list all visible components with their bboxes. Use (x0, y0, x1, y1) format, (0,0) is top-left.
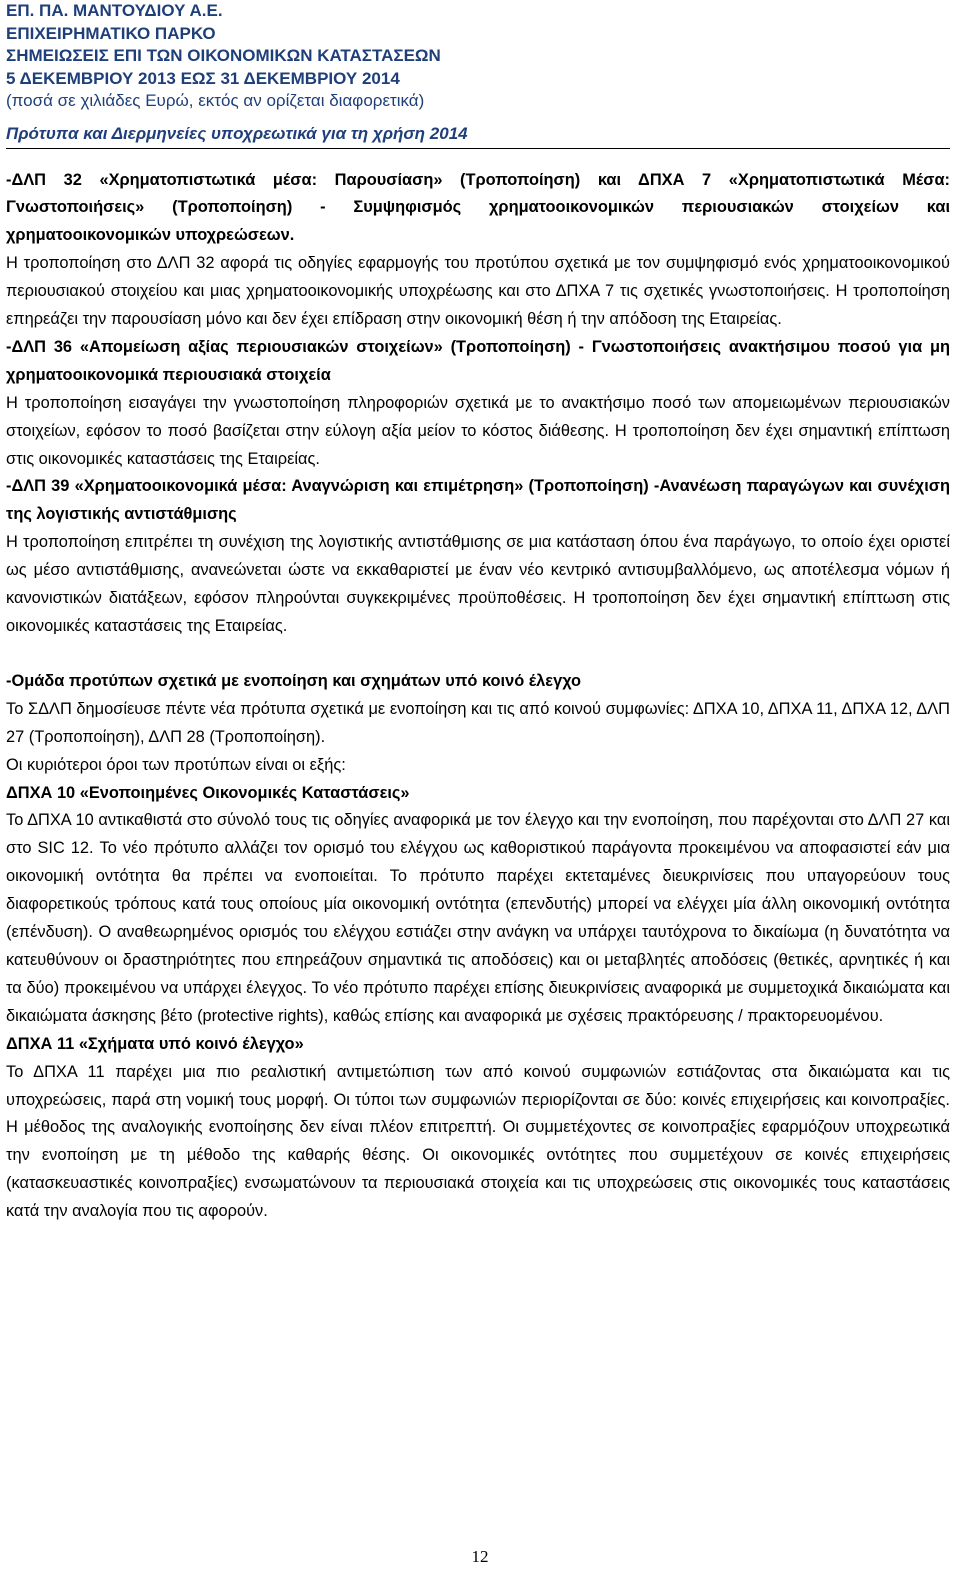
ias36-text: Η τροποποίηση εισαγάγει την γνωστοποίηση πληροφοριών σχετικά με το ανακτήσιμο ποσό των απομειωμένων περιουσιακών στοιχείων, εφόσον το ποσό βασίζεται στην εύλογη αξία μείον το κόστος διάθεσης. Η τροποποίηση δεν έχει σημαντική επίπτωση στις οικονομικές καταστάσεις της Εταιρείας. (6, 393, 950, 468)
notes-title: ΣΗΜΕΙΩΣΕΙΣ ΕΠΙ ΤΩΝ ΟΙΚΟΝΟΜΙΚΩΝ ΚΑΤΑΣΤΑΣΕΩΝ (6, 46, 441, 65)
ias39-text: Η τροποποίηση επιτρέπει τη συνέχιση της λογιστικής αντιστάθμισης σε μια κατάσταση όπου ένα παράγωγο, το οποίο έχει οριστεί ως μέσο αντιστάθμισης, ανανεώνεται ώστε να εκκαθαριστεί με έναν νέο κεντρικό αντισυμβαλλόμενο, ως αποτέλεσμα νόμων ή κανονιστικών διατάξεων, εφόσον πληρούνται συγκεκριμένες προϋποθέσεις. Η τροποποίηση δεν έχει σημαντική επίπτωση στις οικονομικές καταστάσεις της Εταιρείας. (6, 533, 950, 635)
document-page (6, 0, 950, 1226)
consolidation-group-text: Το ΣΔΛΠ δημοσίευσε πέντε νέα πρότυπα σχετικά με ενοποίηση και τις από κοινού συμφωνίες: ΔΠΧΑ 10, ΔΠΧΑ 11, ΔΠΧΑ 12, ΔΛΠ 27 (Τροποποίηση), ΔΛΠ 28 (Τροποποίηση). (6, 699, 950, 746)
ias32-heading: -ΔΛΠ 32 «Χρηματοπιστωτικά μέσα: Παρουσίαση» (Τροποποίηση) και ΔΠΧΑ 7 «Χρηματοπιστωτικά Μέσα: Γνωστοποιήσεις» (Τροποποίηση) - Συμψηφισμός χρηματοοικονομικών περιουσιακών στοιχείων και χρηματοοικονομικών υποχρεώσεων. (6, 170, 950, 245)
main-terms-intro: Οι κυριότεροι όροι των προτύπων είναι οι εξής: (6, 755, 346, 774)
business-park: ΕΠΙΧΕΙΡΗΜΑΤΙΚΟ ΠΑΡΚΟ (6, 23, 216, 43)
page-number: 12 (471, 1547, 489, 1566)
section-title: Πρότυπα και Διερμηνείες υποχρεωτικά για τη χρήση 2014 (6, 123, 950, 149)
consolidation-group-heading: -Ομάδα προτύπων σχετικά με ενοποίηση και σχημάτων υπό κοινό έλεγχο (6, 671, 582, 690)
ifrs10-text: Το ΔΠΧΑ 10 αντικαθιστά στο σύνολό τους τις οδηγίες αναφορικά με τον έλεγχο και την ενοποίηση, που παρέχονται στο ΔΛΠ 27 και στο SIC 12. Το νέο πρότυπο αλλάζει τον ορισμό του ελέγχου ως καθοριστικού παράγοντα προκειμένου να αποφασιστεί εάν μια οικονομική οντότητα θα πρέπει να ενοποιείται. Το πρότυπο παρέχει εκτεταμένες διευκρινίσεις που υπαγορεύουν τους διαφορετικούς τρόπους κατά τους οποίους μία οικονομική οντότητα (επενδυτής) μπορεί να ελέγχει μία άλλη οικονομική οντότητα (επένδυση). Ο αναθεωρημένος ορισμός του ελέγχου εστιάζει στην ανάγκη να υπάρχει ταυτόχρονα το δικαίωμα (η δυνατότητα να κατευθύνουν οι δραστηριότητες που επηρεάζουν σημαντικά τις αποδόσεις) και οι μεταβλητές αποδόσεις (θετικές, αρνητικές ή και τα δύο) προκειμένου να υπάρχει έλεγχος. Το νέο πρότυπο παρέχει επίσης διευκρινίσεις αναφορικά με συμμετοχικά δικαιώματα και δικαιώματα άσκησης βέτο (protective rights), καθώς επίσης και αναφορικά με σχέσεις πρακτόρευσης / πρακτορευομένου. (6, 811, 950, 1025)
ias39-heading: -ΔΛΠ 39 «Χρηματοοικονομικά μέσα: Αναγνώριση και επιμέτρηση» (Τροποποίηση) -Ανανέωση παραγώγων και συνέχιση της λογιστικής αντιστάθμισης (6, 477, 950, 524)
currency-note: (ποσά σε χιλιάδες Ευρώ, εκτός αν ορίζεται διαφορετικά) (6, 91, 425, 110)
ifrs11-heading: ΔΠΧΑ 11 «Σχήματα υπό κοινό έλεγχο» (6, 1034, 304, 1053)
ias36-heading: -ΔΛΠ 36 «Απομείωση αξίας περιουσιακών στοιχείων» (Τροποποίηση) - Γνωστοποιήσεις ανακτήσιμου ποσού για μη χρηματοοικονομικά περιουσιακά στοιχεία (6, 337, 950, 384)
ifrs10-heading: ΔΠΧΑ 10 «Ενοποιημένες Οικονομικές Καταστάσεις» (6, 783, 410, 802)
company-name: ΕΠ. ΠΑ. ΜΑΝΤΟΥΔΙΟΥ Α.Ε. (6, 1, 223, 20)
ifrs11-text: Το ΔΠΧΑ 11 παρέχει μια πιο ρεαλιστική αντιμετώπιση των από κοινού συμφωνιών εστιάζοντας στα δικαιώματα και τις υποχρεώσεις, παρά στη νομική τους μορφή. Οι τύποι των συμφωνιών περιορίζονται σε δύο: κοινές επιχειρήσεις και κοινοπραξίες. Η μέθοδος της αναλογικής ενοποίησης δεν είναι πλέον επιτρεπτή. Οι συμμετέχοντες σε κοινοπραξίες εφαρμόζουν υποχρεωτικά την ενοποίηση με τη μέθοδο της καθαρής θέσης. Οι οικονομικές οντότητες που συμμετέχουν σε κοινές επιχειρήσεις (κατασκευαστικές κοινοπραξίες) ενσωματώνουν τα περιουσιακά στοιχεία και τις υποχρεώσεις στις οικονομικές τους καταστάσεις κατά την αναλογία που τις αφορούν. (6, 1062, 950, 1221)
ias32-text: Η τροποποίηση στο ΔΛΠ 32 αφορά τις οδηγίες εφαρμογής του προτύπου σχετικά με τον συμψηφισμό ενός χρηματοοικονομικού περιουσιακού στοιχείου και μιας χρηματοοικονομικής υποχρέωσης και στο ΔΠΧΑ 7 τις σχετικές γνωστοποιήσεις. Η τροποποίηση επηρεάζει την παρουσίαση μόνο και δεν έχει επίδραση στην οικονομική θέση ή την απόδοση της Εταιρείας. (6, 254, 950, 329)
document-body (6, 167, 950, 1227)
reporting-period: 5 ΔΕΚΕΜΒΡΙΟΥ 2013 ΕΩΣ 31 ΔΕΚΕΜΒΡΙΟΥ 2014 (6, 68, 400, 88)
paragraph-gap (6, 641, 950, 668)
